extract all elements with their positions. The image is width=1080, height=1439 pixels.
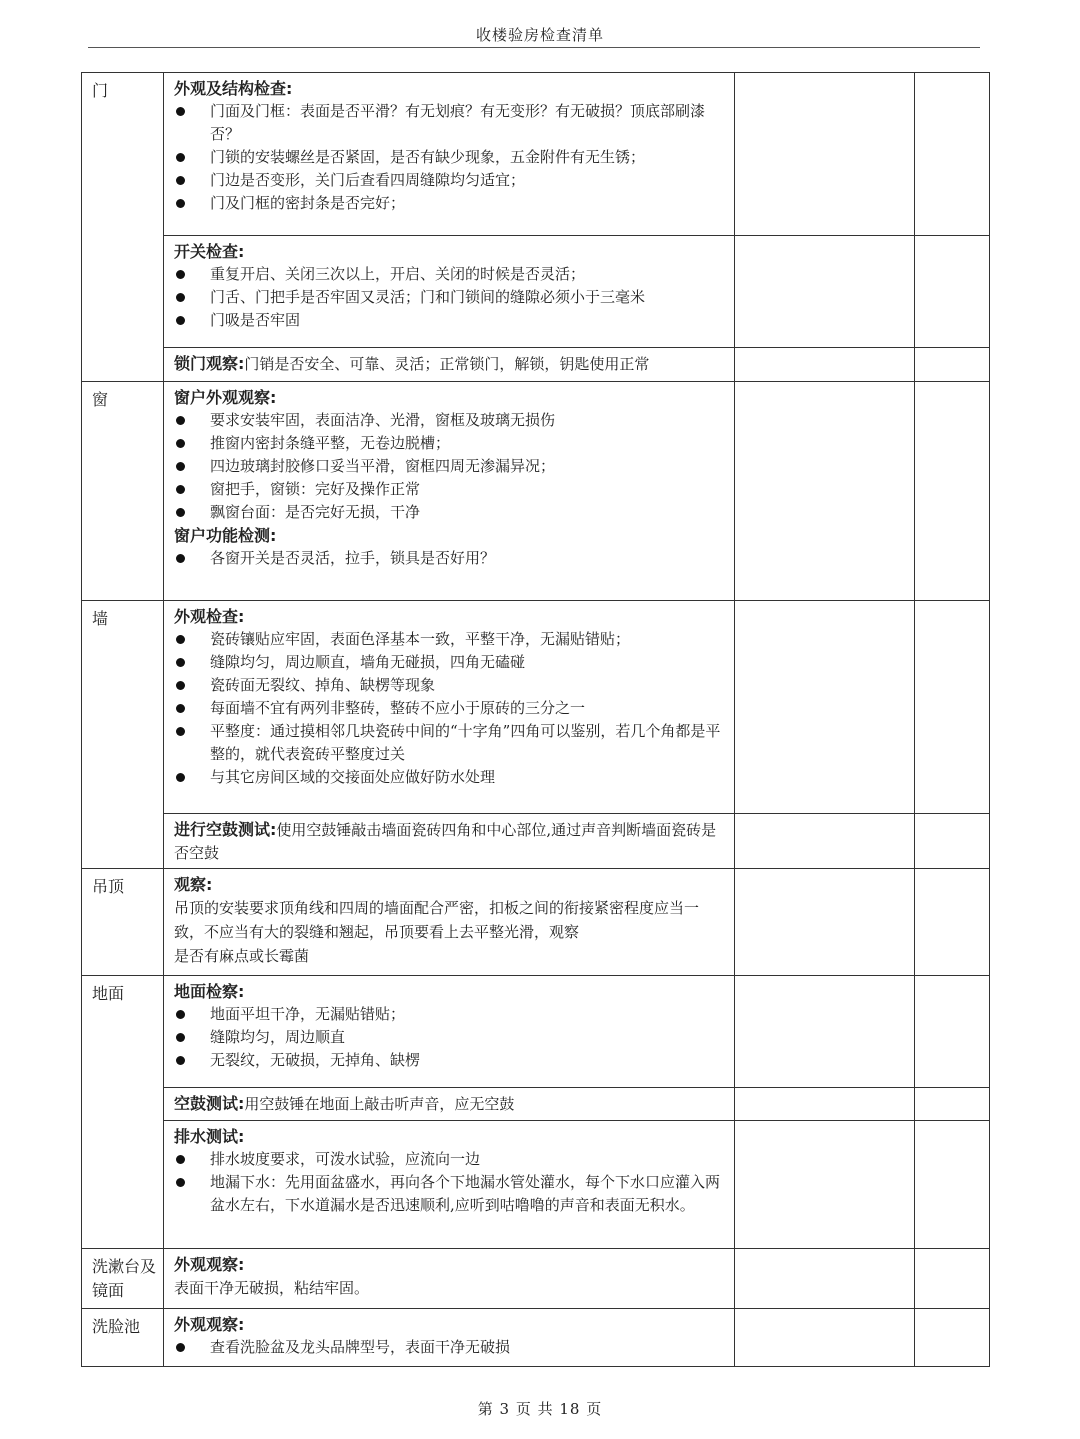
table-row	[82, 1249, 990, 1309]
list-item: 地面平坦干净，无漏贴错贴；	[174, 1003, 726, 1026]
item-title: 排水测试:	[174, 1127, 245, 1146]
table-row	[82, 976, 990, 1088]
item-text: 表面干净无破损，粘结牢固。	[174, 1279, 370, 1297]
item-cell	[164, 869, 735, 976]
list-item: 门吸是否牢固	[174, 309, 726, 332]
bullet-icon	[176, 485, 185, 494]
bullet-icon	[176, 1010, 185, 1019]
item-cell	[164, 236, 735, 348]
note-cell[interactable]	[915, 1121, 990, 1249]
item-text: 吊顶的安装要求顶角线和四周的墙面配合严密，扣板之间的衔接紧密程度应当一致，不应当有大的裂缝和翘起，吊顶要看上去平整光滑，观察	[174, 899, 700, 941]
table-row	[82, 382, 990, 601]
note-cell[interactable]	[915, 348, 990, 382]
item-title: 地面检察:	[174, 982, 245, 1001]
result-cell[interactable]	[735, 1088, 915, 1121]
list-item: 排水坡度要求，可泼水试验，应流向一边	[174, 1148, 726, 1171]
result-cell[interactable]	[735, 869, 915, 976]
item-title: 外观及结构检查:	[174, 79, 293, 98]
table-row	[82, 1309, 990, 1367]
item-text: 门销是否安全、可靠、灵活；正常锁门，解锁，钥匙使用正常	[244, 355, 650, 373]
category-cell: 吊顶	[82, 869, 164, 976]
note-cell[interactable]	[915, 382, 990, 601]
result-cell[interactable]	[735, 1121, 915, 1249]
bullet-icon	[176, 439, 185, 448]
list-item: 推窗内密封条缝平整，无卷边脱槽；	[174, 432, 726, 455]
bullet-icon	[176, 1033, 185, 1042]
page-header: 收楼验房检查清单	[475, 26, 604, 44]
table-row	[82, 601, 990, 814]
list-item: 窗把手，窗锁：完好及操作正常	[174, 478, 726, 501]
table-row	[82, 814, 990, 869]
result-cell[interactable]	[735, 382, 915, 601]
item-cell	[164, 73, 735, 236]
list-item: 缝隙均匀，周边顺直	[174, 1026, 726, 1049]
list-item: 平整度：通过摸相邻几块瓷砖中间的“十字角”四角可以鉴别，若几个角都是平整的，就代表瓷砖平整度过关	[174, 720, 726, 766]
bullet-icon	[176, 462, 185, 471]
list-item: 门及门框的密封条是否完好；	[174, 192, 726, 215]
bullet-icon	[176, 270, 185, 279]
table-row	[82, 1088, 990, 1121]
list-item: 瓷砖镶贴应牢固，表面色泽基本一致，平整干净，无漏贴错贴；	[174, 628, 726, 651]
category-cell: 洗脸池	[82, 1309, 164, 1367]
result-cell[interactable]	[735, 236, 915, 348]
item-title: 外观检查:	[174, 607, 245, 626]
list-item: 与其它房间区域的交接面处应做好防水处理	[174, 766, 726, 789]
result-cell[interactable]	[735, 814, 915, 869]
category-cell: 墙	[82, 601, 164, 869]
list-item: 门面及门框：表面是否平滑？有无划痕？有无变形？有无破损？顶底部刷漆否？	[174, 100, 726, 146]
list-item: 缝隙均匀，周边顺直，墙角无碰损，四角无磕碰	[174, 651, 726, 674]
list-item: 四边玻璃封胶修口妥当平滑，窗框四周无渗漏异况；	[174, 455, 726, 478]
bullet-icon	[176, 1155, 185, 1164]
item-title: 窗户外观观察:	[174, 388, 277, 407]
list-item: 各窗开关是否灵活，拉手，锁具是否好用？	[174, 547, 726, 570]
note-cell[interactable]	[915, 601, 990, 814]
note-cell[interactable]	[915, 1088, 990, 1121]
bullet-icon	[176, 554, 185, 563]
item-text: 用空鼓锤在地面上敲击听声音，应无空鼓	[244, 1095, 515, 1113]
bullet-icon	[176, 681, 185, 690]
result-cell[interactable]	[735, 1249, 915, 1309]
bullet-icon	[176, 293, 185, 302]
item-text: 使用空鼓锤敲击墙面瓷砖四角和中心部位,通过声音判断墙面瓷砖是否空鼓	[174, 821, 717, 862]
bullet-icon	[176, 107, 185, 116]
result-cell[interactable]	[735, 1309, 915, 1367]
header-divider	[88, 47, 980, 48]
list-item: 门边是否变形，关门后查看四周缝隙均匀适宜；	[174, 169, 726, 192]
item-title: 外观观察:	[174, 1315, 245, 1334]
bullet-icon	[176, 153, 185, 162]
note-cell[interactable]	[915, 1309, 990, 1367]
item-cell	[164, 1121, 735, 1249]
result-cell[interactable]	[735, 976, 915, 1088]
item-cell	[164, 348, 735, 382]
item-title: 外观观察:	[174, 1255, 245, 1274]
bullet-icon	[176, 508, 185, 517]
result-cell[interactable]	[735, 601, 915, 814]
table-row	[82, 1121, 990, 1249]
list-item: 查看洗脸盆及龙头品牌型号，表面干净无破损	[174, 1336, 726, 1359]
table-row	[82, 869, 990, 976]
page-footer: 第 3 页 共 18 页	[477, 1400, 603, 1418]
list-item: 瓷砖面无裂纹、掉角、缺楞等现象	[174, 674, 726, 697]
table-row	[82, 73, 990, 236]
item-text: 是否有麻点或长霉菌	[174, 947, 310, 965]
bullet-icon	[176, 1343, 185, 1352]
bullet-icon	[176, 1178, 185, 1187]
item-title: 窗户功能检测:	[174, 526, 277, 545]
note-cell[interactable]	[915, 814, 990, 869]
item-title: 进行空鼓测试:	[174, 820, 277, 839]
item-cell	[164, 976, 735, 1088]
bullet-icon	[176, 176, 185, 185]
bullet-icon	[176, 635, 185, 644]
item-cell	[164, 1088, 735, 1121]
bullet-icon	[176, 416, 185, 425]
item-cell	[164, 382, 735, 601]
list-item: 要求安装牢固，表面洁净、光滑，窗框及玻璃无损伤	[174, 409, 726, 432]
bullet-icon	[176, 316, 185, 325]
category-cell: 窗	[82, 382, 164, 601]
item-cell	[164, 1309, 735, 1367]
list-item: 门锁的安装螺丝是否紧固，是否有缺少现象，五金附件有无生锈；	[174, 146, 726, 169]
category-cell: 门	[82, 73, 164, 382]
bullet-icon	[176, 773, 185, 782]
item-title: 观察:	[174, 875, 213, 894]
list-item: 地漏下水：先用面盆盛水，再向各个下地漏水管处灌水，每个下水口应灌入两盆水左右，下水道漏水是否迅速顺利,应听到咕噜噜的声音和表面无积水。	[174, 1171, 726, 1217]
item-cell	[164, 601, 735, 814]
note-cell[interactable]	[915, 73, 990, 236]
list-item: 飘窗台面：是否完好无损，干净	[174, 501, 726, 524]
bullet-icon	[176, 658, 185, 667]
bullet-icon	[176, 1056, 185, 1065]
result-cell[interactable]	[735, 73, 915, 236]
item-cell	[164, 814, 735, 869]
bullet-icon	[176, 199, 185, 208]
note-cell[interactable]	[915, 976, 990, 1088]
note-cell[interactable]	[915, 1249, 990, 1309]
bullet-icon	[176, 727, 185, 736]
item-title: 锁门观察:	[174, 354, 245, 373]
list-item: 重复开启、关闭三次以上，开启、关闭的时候是否灵活；	[174, 263, 726, 286]
note-cell[interactable]	[915, 236, 990, 348]
list-item: 门舌、门把手是否牢固又灵活；门和门锁间的缝隙必须小于三毫米	[174, 286, 726, 309]
bullet-icon	[176, 704, 185, 713]
note-cell[interactable]	[915, 869, 990, 976]
category-cell: 地面	[82, 976, 164, 1249]
category-cell: 洗漱台及镜面	[82, 1249, 164, 1309]
item-cell	[164, 1249, 735, 1309]
item-title: 空鼓测试:	[174, 1094, 245, 1113]
list-item: 无裂纹，无破损，无掉角、缺楞	[174, 1049, 726, 1072]
list-item: 每面墙不宜有两列非整砖，整砖不应小于原砖的三分之一	[174, 697, 726, 720]
table-row	[82, 348, 990, 382]
result-cell[interactable]	[735, 348, 915, 382]
checklist-table	[81, 72, 990, 1367]
item-title: 开关检查:	[174, 242, 245, 261]
table-row	[82, 236, 990, 348]
